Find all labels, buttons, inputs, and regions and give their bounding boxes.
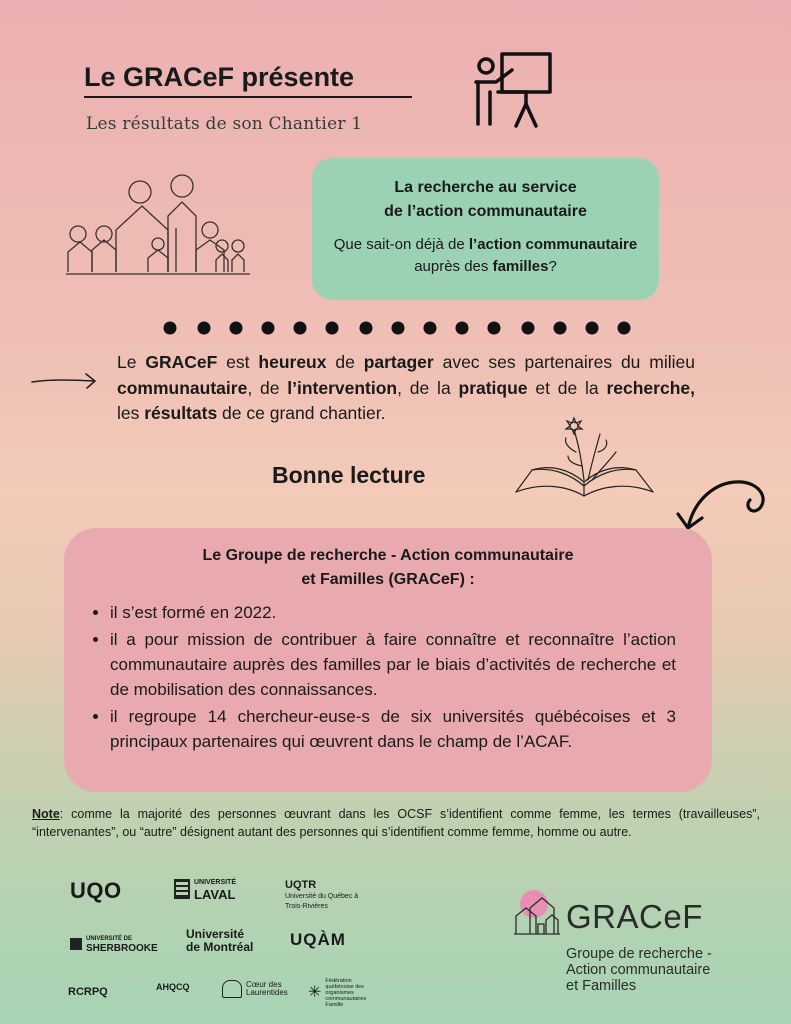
- intro-text: , de la: [397, 377, 459, 398]
- gracef-info-list: [88, 600, 676, 756]
- intro-bold: résultats: [144, 403, 218, 423]
- intro-text: , de: [247, 377, 288, 398]
- gracef-desc-line2: Action communautaire: [566, 962, 711, 978]
- research-service-title-line1: La recherche au service: [394, 179, 577, 196]
- intro-bold: recherche,: [606, 377, 695, 398]
- intro-bold: pratique: [458, 377, 528, 398]
- gracef-logo-icon: [512, 888, 562, 938]
- intro-text: avec ses partenaires du milieu: [433, 352, 695, 372]
- uqam-logo: UQÀM: [290, 930, 346, 949]
- intro-text: et de la: [527, 377, 607, 398]
- uqo-logo: UQO: [70, 878, 122, 903]
- sherbrooke-wordmark: [86, 934, 158, 954]
- page-title: Le GRACeF présente: [84, 62, 355, 92]
- intro-text: de: [326, 352, 364, 372]
- book-flower-icon: [512, 412, 657, 504]
- title-underline: [84, 96, 412, 98]
- research-question: [326, 234, 645, 278]
- question-bold: l’action communautaire: [468, 236, 638, 253]
- presenter-icon: [470, 50, 560, 132]
- bonne-lecture-heading: Bonne lecture: [272, 462, 426, 488]
- gracef-desc-line3: et Familles: [566, 978, 637, 994]
- sherbrooke-line2: SHERBROOKE: [86, 943, 158, 954]
- laval-wordmark: [194, 877, 236, 901]
- uqtr-wordmark: UQTR: [285, 879, 317, 891]
- question-text: ?: [548, 258, 557, 275]
- heart-icon: [222, 980, 242, 998]
- gracef-description: [566, 946, 766, 994]
- families-icon: [64, 172, 254, 280]
- research-service-title: [312, 176, 659, 224]
- page-subtitle: Les résultats de son Chantier 1: [86, 114, 363, 134]
- intro-text: les: [117, 403, 145, 423]
- intro-text: Le: [117, 352, 146, 372]
- laval-shield-icon: [174, 879, 190, 899]
- intro-bold: heureux: [258, 352, 327, 372]
- intro-bold: l’intervention: [287, 377, 398, 398]
- footnote: [32, 806, 760, 841]
- intro-text: est: [217, 352, 259, 372]
- curved-arrow-icon: [676, 470, 776, 532]
- sherbrooke-line1: UNIVERSITÉ DE: [86, 936, 133, 942]
- fqocf-logo: [308, 978, 377, 1008]
- arrow-right-icon: [30, 371, 100, 391]
- ahqcq-logo: AHQCQ: [156, 982, 190, 992]
- star-icon: ✳: [308, 984, 322, 1001]
- sherbrooke-logo: [70, 934, 158, 954]
- laval-logo: [174, 877, 236, 901]
- laval-line1: UNIVERSITÉ: [194, 879, 237, 886]
- intro-bold: communautaire: [117, 377, 248, 398]
- intro-bold: GRACeF: [145, 352, 218, 372]
- gracef-info-title-line1: Le Groupe de recherche - Action communautaire: [202, 547, 574, 564]
- sherbrooke-mark-icon: [70, 938, 82, 950]
- montreal-line1: Université: [186, 927, 245, 941]
- fqocf-wordmark: Fédération québécoise des organismes communautaires Famille: [325, 978, 367, 1008]
- gracef-info-title-line2: et Familles (GRACeF) :: [301, 571, 475, 588]
- list-item: • il s’est formé en 2022.: [110, 600, 676, 625]
- uqtr-logo: [285, 880, 365, 912]
- note-text: : comme la majorité des personnes œuvrant dans les OCSF s’identifient comme femme, les termes (travailleuses”, “intervenantes”, ou “autre” désignent autant des personnes qui s’identifient comme femme, homme ou autre.: [32, 807, 760, 839]
- montreal-logo: [186, 928, 253, 954]
- question-text: Que sait-on déjà de: [333, 236, 469, 253]
- research-service-title-line2: de l’action communautaire: [384, 203, 587, 220]
- list-item: • il a pour mission de contribuer à faire connaître et reconnaître l’action communautaire auprès des familles par le biais d’activités de recherche et de mobilisation des connaissances.: [110, 627, 676, 702]
- gracef-info-box: [64, 528, 712, 792]
- intro-bold: partager: [363, 352, 434, 372]
- gracef-desc-line1: Groupe de recherche -: [566, 946, 712, 962]
- question-bold: familles: [492, 258, 549, 275]
- rcrpq-logo: RCRPQ: [68, 986, 108, 998]
- intro-text: de ce grand chantier.: [217, 403, 386, 423]
- note-label: Note: [32, 807, 60, 821]
- montreal-line2: de Montréal: [186, 940, 254, 954]
- laval-line2: LAVAL: [194, 887, 236, 902]
- uqtr-subtitle: Université du Québec à Trois-Rivières: [285, 893, 359, 910]
- gracef-wordmark: GRACeF: [566, 898, 703, 935]
- dots-divider: [162, 318, 632, 338]
- coeur-wordmark: Cœur des Laurentides: [246, 980, 288, 997]
- gracef-info-title: [64, 544, 712, 592]
- coeur-laurentides-logo: [222, 980, 296, 998]
- question-text: auprès des: [414, 258, 493, 275]
- list-item: • il regroupe 14 chercheur-euse-s de six universités québécoises et 3 principaux partenaires qui œuvrent dans le champ de l’ACAF.: [110, 704, 676, 754]
- research-service-box: [312, 158, 659, 300]
